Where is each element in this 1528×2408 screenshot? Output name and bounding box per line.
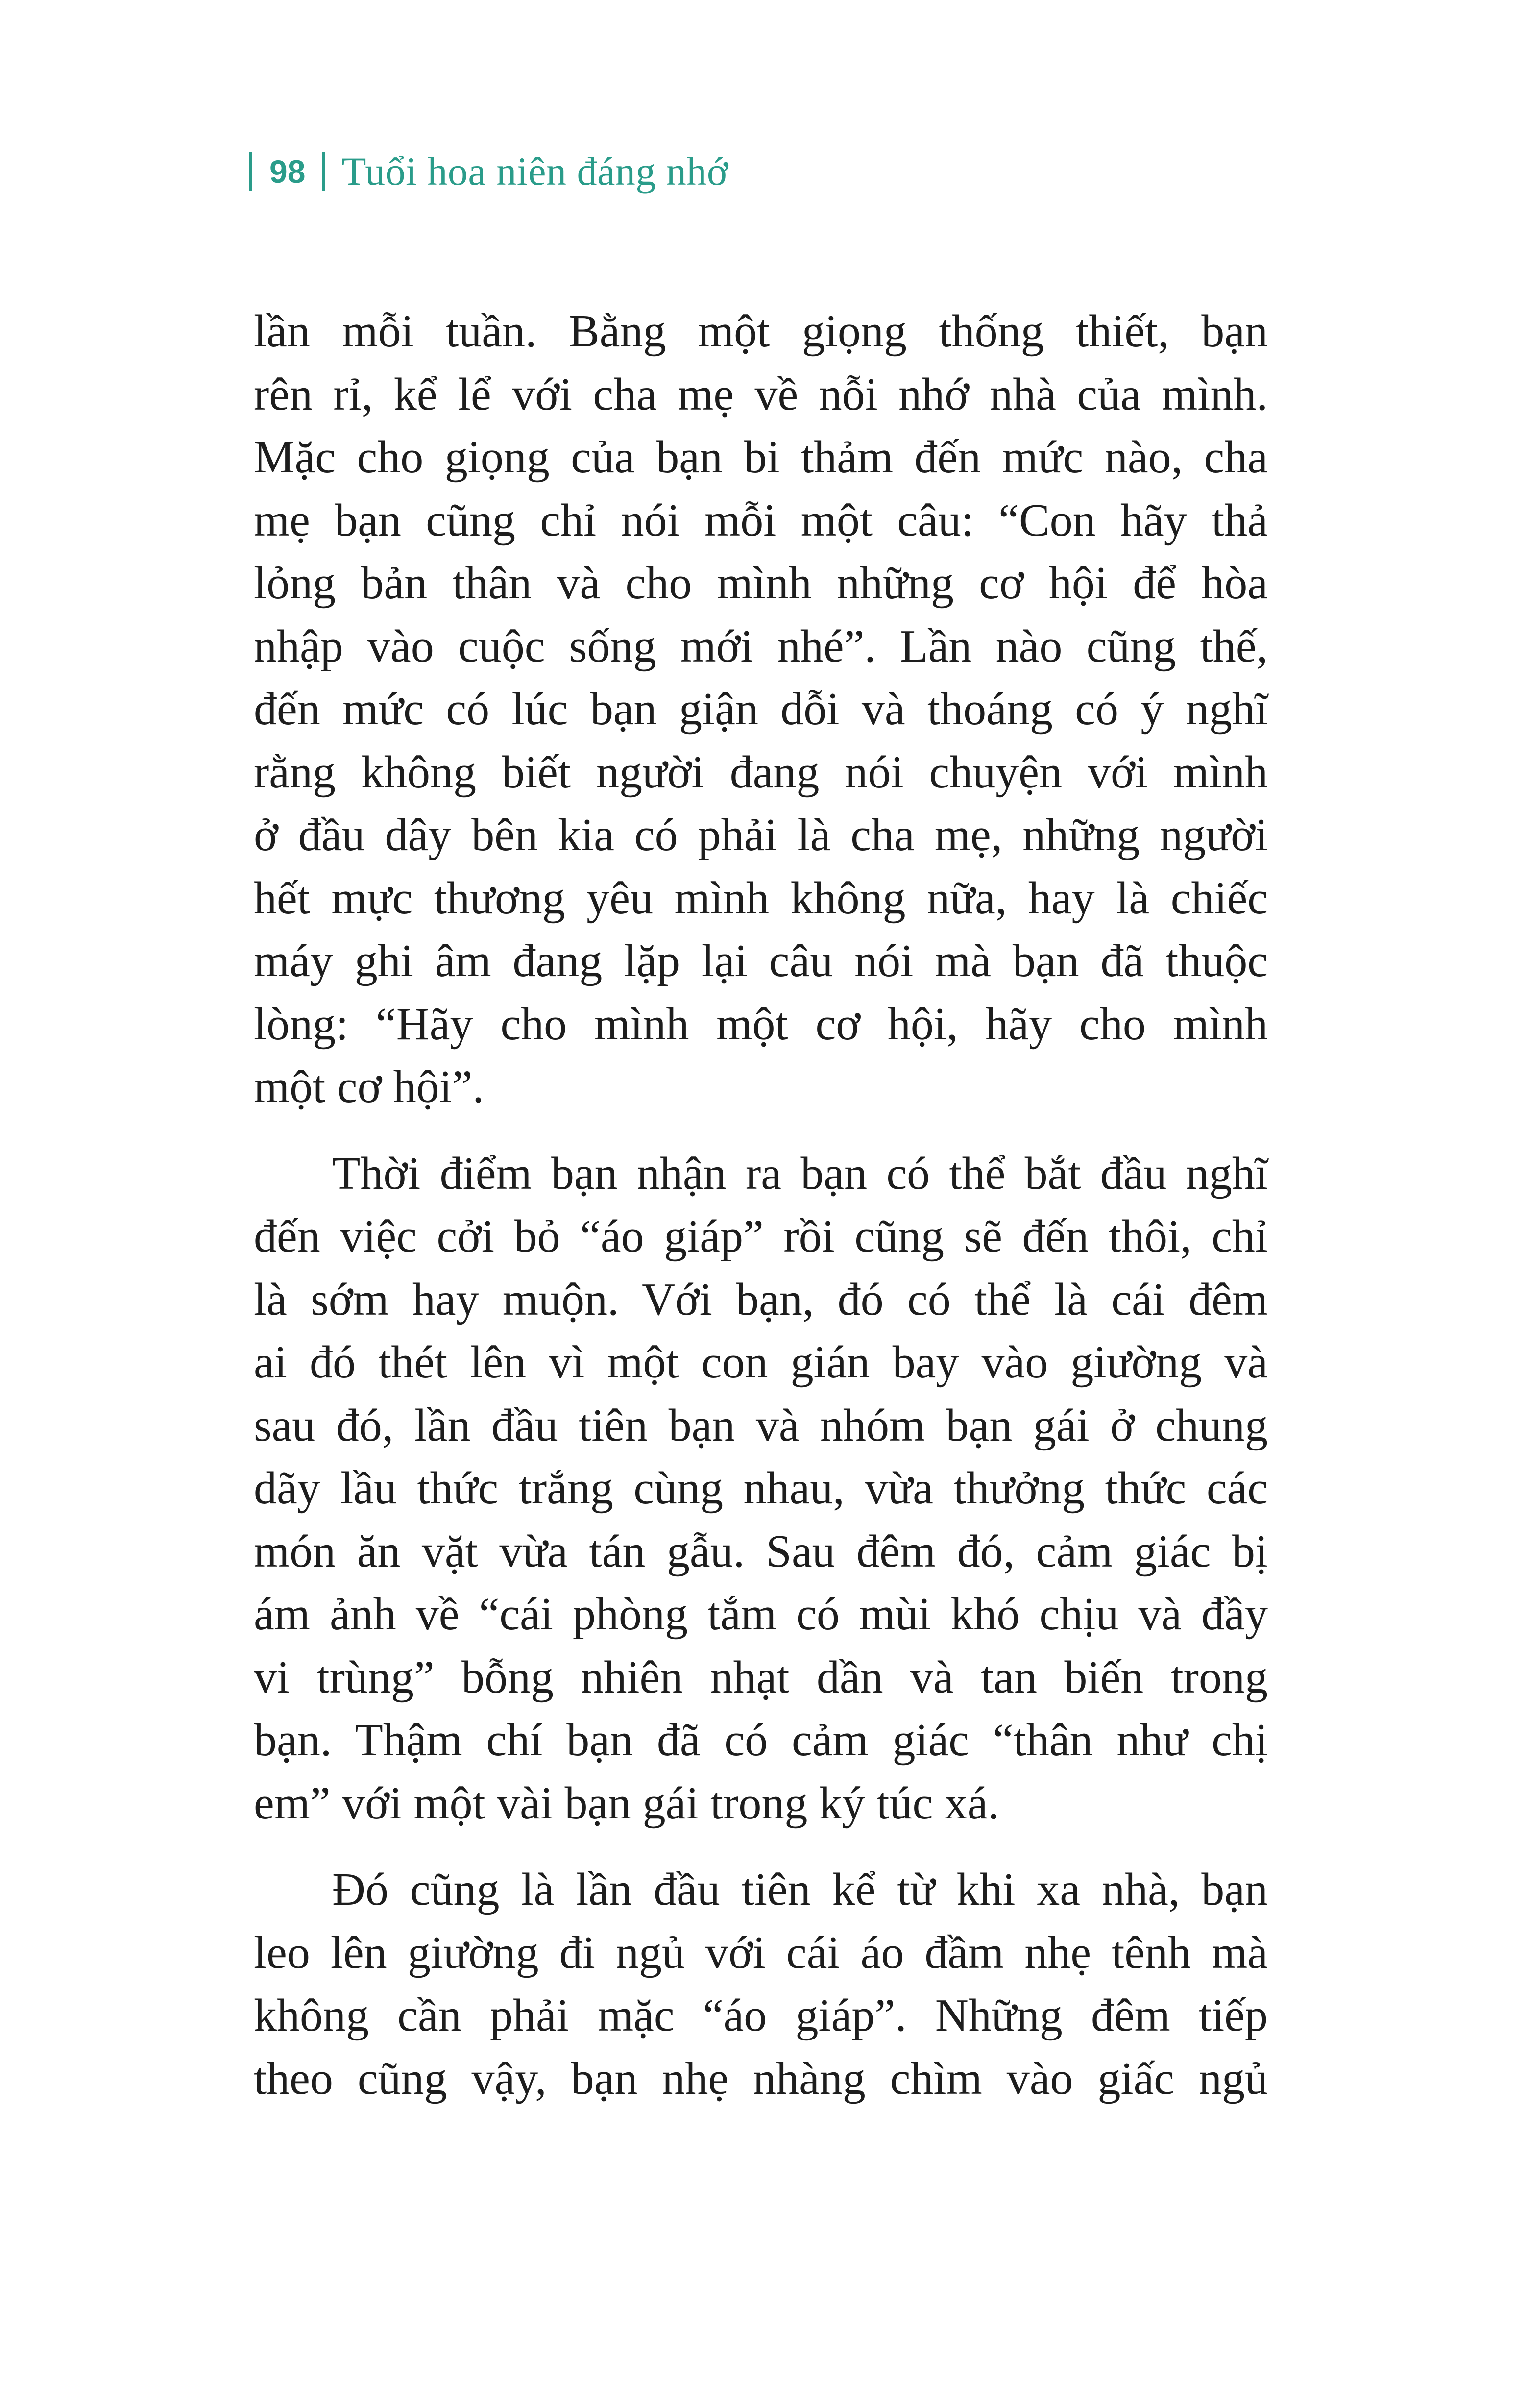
text-line: theo cũng vậy, bạn nhẹ nhàng chìm vào giấc ngủ <box>254 2053 1268 2104</box>
text-line: lỏng bản thân và cho mình những cơ hội để hòa <box>254 558 1268 609</box>
text-line: là sớm hay muộn. Với bạn, đó có thể là cái đêm <box>254 1274 1268 1325</box>
text-line: không cần phải mặc “áo giáp”. Những đêm tiếp <box>254 1990 1268 2041</box>
page-number: 98 <box>269 153 306 190</box>
text-line: đến mức có lúc bạn giận dỗi và thoáng có ý nghĩ <box>254 684 1268 735</box>
paragraph-2 <box>254 1142 1268 1835</box>
text-line: một cơ hội”. <box>254 1061 484 1112</box>
paragraph-1 <box>254 300 1268 1119</box>
text-line: mẹ bạn cũng chỉ nói mỗi một câu: “Con hãy thả <box>254 494 1268 546</box>
text-line: lòng: “Hãy cho mình một cơ hội, hãy cho mình <box>254 998 1268 1050</box>
text-line: Mặc cho giọng của bạn bi thảm đến mức nào, cha <box>254 432 1268 483</box>
running-header <box>249 142 728 201</box>
text-line: hết mực thương yêu mình không nữa, hay là chiếc <box>254 872 1268 924</box>
text-line: ám ảnh về “cái phòng tắm có mùi khó chịu và đầy <box>254 1589 1268 1640</box>
text-line: đến việc cởi bỏ “áo giáp” rồi cũng sẽ đến thôi, chỉ <box>254 1211 1268 1262</box>
header-divider-left <box>249 152 252 191</box>
text-line: em” với một vài bạn gái trong ký túc xá. <box>254 1777 999 1829</box>
text-line: ở đầu dây bên kia có phải là cha mẹ, những người <box>254 810 1268 860</box>
body-text <box>254 300 1268 2110</box>
text-line: Thời điểm bạn nhận ra bạn có thể bắt đầu nghĩ <box>332 1148 1268 1199</box>
text-line: bạn. Thậm chí bạn đã có cảm giác “thân như chị <box>254 1715 1268 1766</box>
text-line: vi trùng” bỗng nhiên nhạt dần và tan biến trong <box>254 1651 1268 1703</box>
text-line: ai đó thét lên vì một con gián bay vào giường và <box>254 1337 1268 1388</box>
text-line: Đó cũng là lần đầu tiên kể từ khi xa nhà, bạn <box>332 1864 1268 1915</box>
text-line: sau đó, lần đầu tiên bạn và nhóm bạn gái ở chung <box>254 1400 1268 1451</box>
text-line: món ăn vặt vừa tán gẫu. Sau đêm đó, cảm giác bị <box>254 1525 1268 1577</box>
text-line: leo lên giường đi ngủ với cái áo đầm nhẹ tênh mà <box>254 1927 1268 1978</box>
paragraph-3 <box>254 1858 1268 2110</box>
book-title: Tuổi hoa niên đáng nhớ <box>341 149 728 194</box>
header-divider-right <box>322 152 325 191</box>
text-line: máy ghi âm đang lặp lại câu nói mà bạn đã thuộc <box>254 935 1268 986</box>
text-line: dãy lầu thức trắng cùng nhau, vừa thưởng thức các <box>254 1463 1268 1514</box>
text-line: lần mỗi tuần. Bằng một giọng thống thiết, bạn <box>254 306 1268 357</box>
text-line: rằng không biết người đang nói chuyện với mình <box>254 746 1268 798</box>
text-line: rên rỉ, kể lể với cha mẹ về nỗi nhớ nhà của mình. <box>254 369 1268 420</box>
text-line: nhập vào cuộc sống mới nhé”. Lần nào cũng thế, <box>254 620 1268 672</box>
